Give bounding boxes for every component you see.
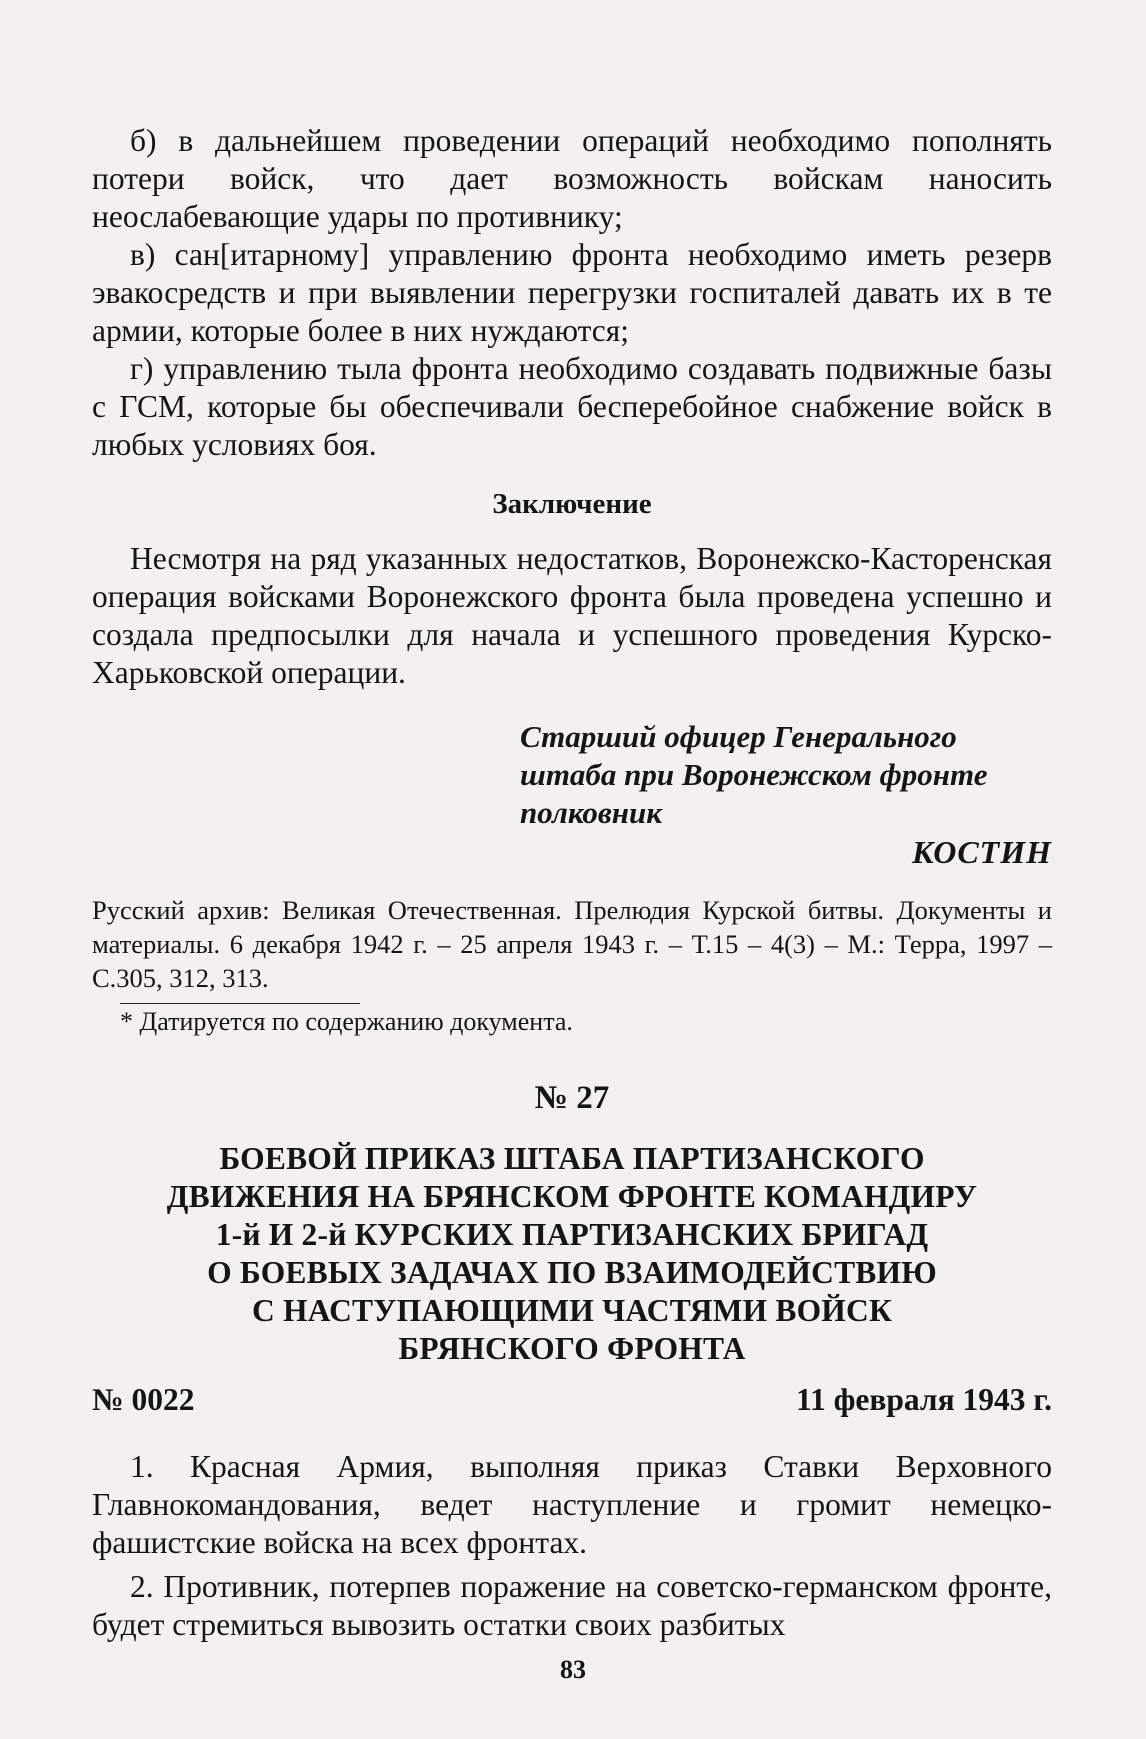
document-number-heading: № 27 [534, 1080, 610, 1116]
intro-section [92, 122, 1052, 464]
order-number: № 0022 [92, 1382, 195, 1417]
order-date: 11 февраля 1943 г. [795, 1382, 1052, 1417]
order-point-2: 2. Противник, потерпев поражение на советско-германском фронте, будет стремиться вывозить остатки своих разбитых [92, 1569, 1052, 1642]
document-title-line: С НАСТУПАЮЩИМИ ЧАСТЯМИ ВОЙСК [251, 1293, 892, 1328]
document-title-line: БОЕВОЙ ПРИКАЗ ШТАБА ПАРТИЗАНСКОГО [219, 1141, 925, 1176]
document-title-line: ДВИЖЕНИЯ НА БРЯНСКОМ ФРОНТЕ КОМАНДИРУ [166, 1179, 978, 1214]
document-title-line: 1-й И 2-й КУРСКИХ ПАРТИЗАНСКИХ БРИГАД [215, 1217, 929, 1252]
signature-name: КОСТИН [912, 834, 1052, 870]
conclusion-paragraph: Несмотря на ряд указанных недостатков, Воронежско-Касторенская операция войсками Воронежского фронта была проведена успешно и создала предпосылки для начала и успешного проведения Курско-Харьковской операции. [92, 541, 1052, 690]
footnote: * Датируется по содержанию документа. [120, 1007, 573, 1036]
order-point-1: 1. Красная Армия, выполняя приказ Ставки Верховного Главнокомандования, ведет наступление и громит немецко-фашистские войска на всех фронтах. [92, 1449, 1052, 1560]
intro-paragraph-b: б) в дальнейшем проведении операций необходимо пополнять потери войск, что дает возможность войскам наносить неослабевающие удары по противнику; [92, 123, 1052, 234]
conclusion-heading: Заключение [492, 488, 652, 520]
order-body [92, 1448, 1052, 1650]
intro-paragraph-v: в) сан[итарному] управлению фронта необходимо иметь резерв эвакосредств и при выявлении перегрузки госпиталей давать их в те армии, которые более в них нуждаются; [92, 237, 1052, 348]
document-title [92, 1140, 1052, 1368]
footnote-divider [120, 1003, 360, 1004]
page-number: 83 [560, 1655, 586, 1684]
document-title-line: О БОЕВЫХ ЗАДАЧАХ ПО ВЗАИМОДЕЙСТВИЮ [207, 1255, 937, 1290]
intro-paragraph-g: г) управлению тыла фронта необходимо создавать подвижные базы с ГСМ, которые бы обеспечивали бесперебойное снабжение войск в любых условиях боя. [92, 351, 1052, 462]
document-title-line: БРЯНСКОГО ФРОНТА [398, 1331, 746, 1366]
conclusion-section [92, 540, 1052, 692]
source-citation: Русский архив: Великая Отечественная. Прелюдия Курской битвы. Документы и материалы. 6 декабря 1942 г. – 25 апреля 1943 г. – Т.15 – 4(3) – М.: Терра, 1997 – С.305, 312, 313. [92, 895, 1052, 993]
signature-position: Старший офицер Генерального штаба при Воронежском фронте полковник [520, 719, 988, 830]
